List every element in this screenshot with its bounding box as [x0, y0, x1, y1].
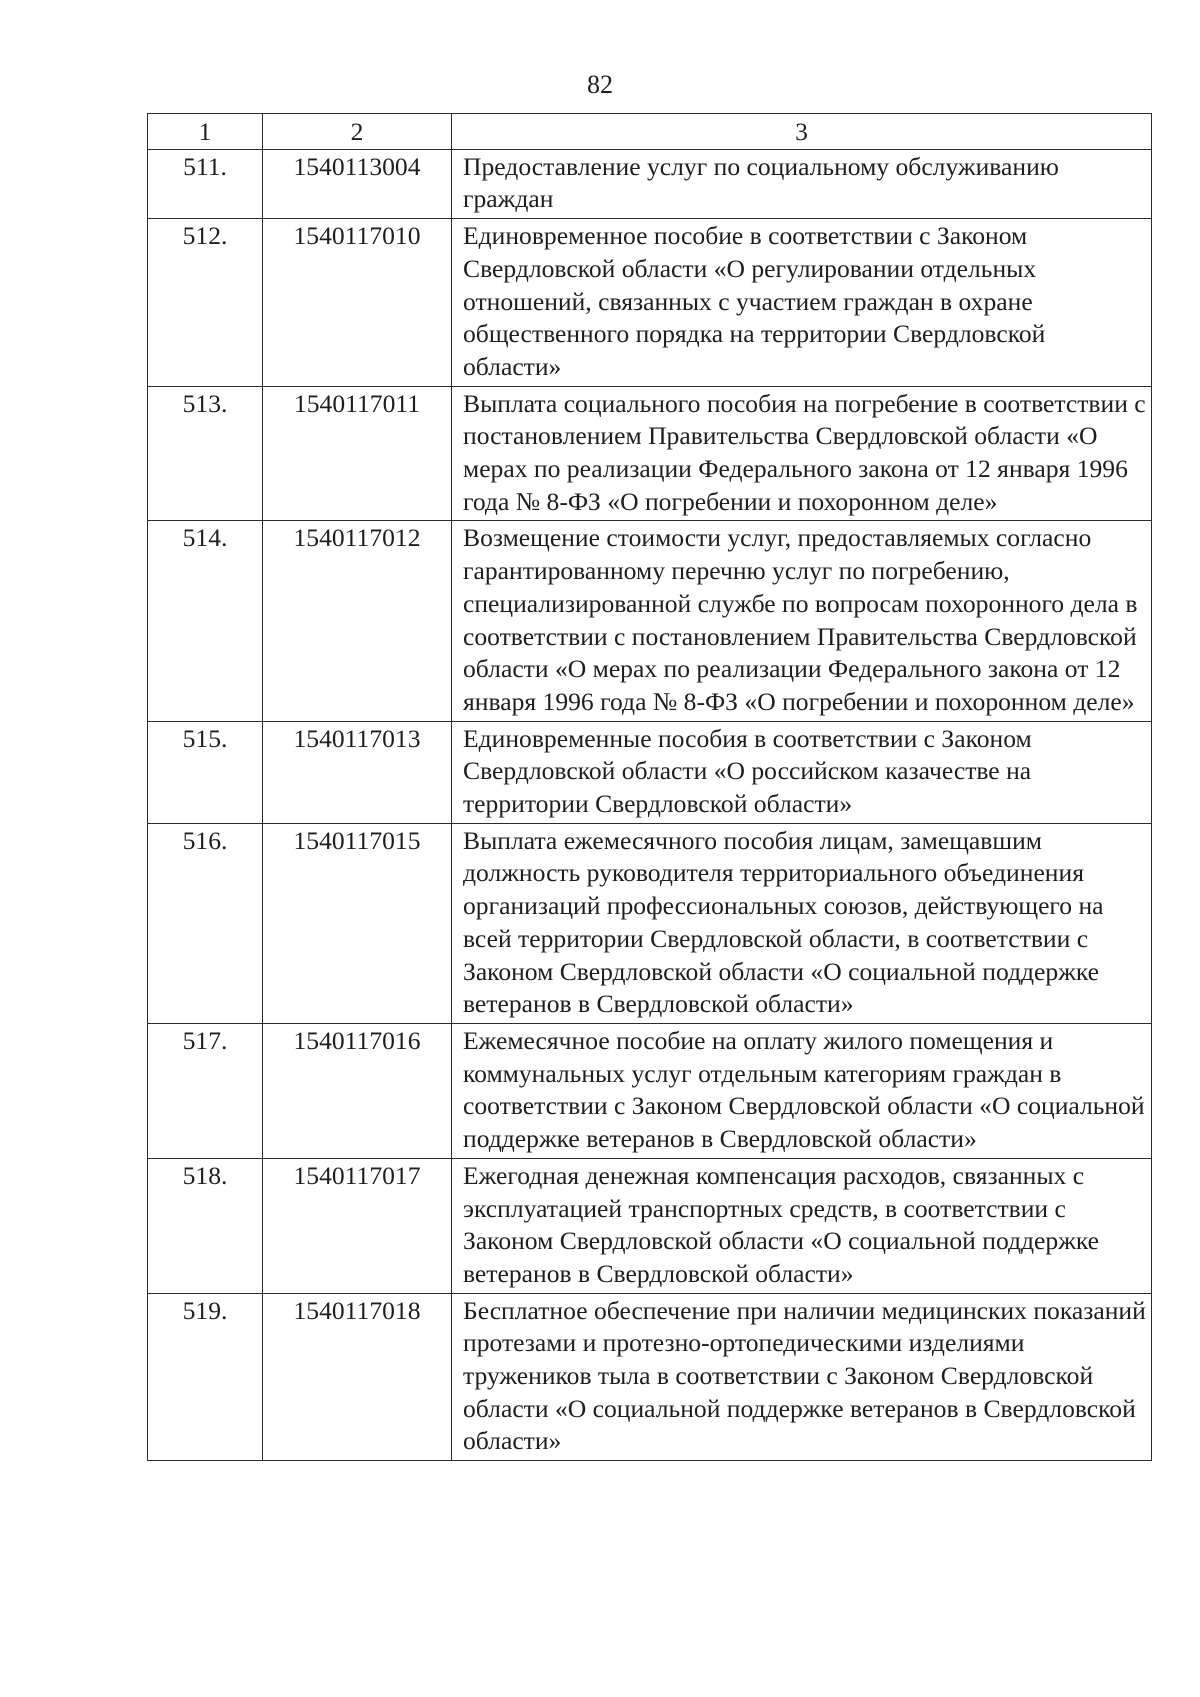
row-number: 513.	[148, 386, 263, 521]
table-row	[148, 149, 1152, 218]
column-header-code: 2	[263, 114, 452, 150]
table-row	[148, 1023, 1152, 1158]
row-code: 1540117012	[263, 521, 452, 721]
table-row	[148, 1158, 1152, 1293]
table-row	[148, 521, 1152, 721]
row-description: Бесплатное обеспечение при наличии медицинских показаний протезами и протезно-ортопедическими изделиями тружеников тыла в соответствии с Законом Свердловской области «О социальной поддержке ветеранов в Свердловской области»	[452, 1293, 1152, 1461]
row-description: Единовременные пособия в соответствии с Законом Свердловской области «О российском казачестве на территории Свердловской области»	[452, 721, 1152, 823]
column-header-number: 1	[148, 114, 263, 150]
column-header-description: 3	[452, 114, 1152, 150]
row-code: 1540117011	[263, 386, 452, 521]
row-number: 512.	[148, 219, 263, 387]
row-code: 1540117018	[263, 1293, 452, 1461]
row-code: 1540113004	[263, 149, 452, 218]
table-row	[148, 386, 1152, 521]
row-number: 514.	[148, 521, 263, 721]
row-description: Ежемесячное пособие на оплату жилого помещения и коммунальных услуг отдельным категориям граждан в соответствии с Законом Свердловской области «О социальной поддержке ветеранов в Свердловской области»	[452, 1023, 1152, 1158]
row-description: Предоставление услуг по социальному обслуживанию граждан	[452, 149, 1152, 218]
row-description: Ежегодная денежная компенсация расходов, связанных с эксплуатацией транспортных средств, в соответствии с Законом Свердловской области «О социальной поддержке ветеранов в Свердловской области»	[452, 1158, 1152, 1293]
row-number: 515.	[148, 721, 263, 823]
row-number: 517.	[148, 1023, 263, 1158]
row-number: 518.	[148, 1158, 263, 1293]
row-number: 516.	[148, 823, 263, 1023]
table-header-row	[148, 114, 1152, 150]
table-row	[148, 219, 1152, 387]
table-row	[148, 1293, 1152, 1461]
page-number: 82	[587, 70, 613, 99]
row-code: 1540117010	[263, 219, 452, 387]
table-row	[148, 721, 1152, 823]
row-description: Выплата социального пособия на погребение в соответствии с постановлением Правительства Свердловской области «О мерах по реализации Федерального закона от 12 января 1996 года № 8-ФЗ «О погребении и похоронном деле»	[452, 386, 1152, 521]
budget-codes-table	[147, 113, 1152, 1461]
row-code: 1540117017	[263, 1158, 452, 1293]
row-number: 511.	[148, 149, 263, 218]
row-description: Выплата ежемесячного пособия лицам, замещавшим должность руководителя территориального объединения организаций профессиональных союзов, действующего на всей территории Свердловской области, в соответствии с Законом Свердловской области «О социальной поддержке ветеранов в Свердловской области»	[452, 823, 1152, 1023]
table-row	[148, 823, 1152, 1023]
row-description: Возмещение стоимости услуг, предоставляемых согласно гарантированному перечню услуг по погребению, специализированной службе по вопросам похоронного дела в соответствии с постановлением Правительства Свердловской области «О мерах по реализации Федерального закона от 12 января 1996 года № 8-ФЗ «О погребении и похоронном деле»	[452, 521, 1152, 721]
row-description: Единовременное пособие в соответствии с Законом Свердловской области «О регулировании отдельных отношений, связанных с участием граждан в охране общественного порядка на территории Свердловской области»	[452, 219, 1152, 387]
row-number: 519.	[148, 1293, 263, 1461]
row-code: 1540117015	[263, 823, 452, 1023]
row-code: 1540117013	[263, 721, 452, 823]
row-code: 1540117016	[263, 1023, 452, 1158]
